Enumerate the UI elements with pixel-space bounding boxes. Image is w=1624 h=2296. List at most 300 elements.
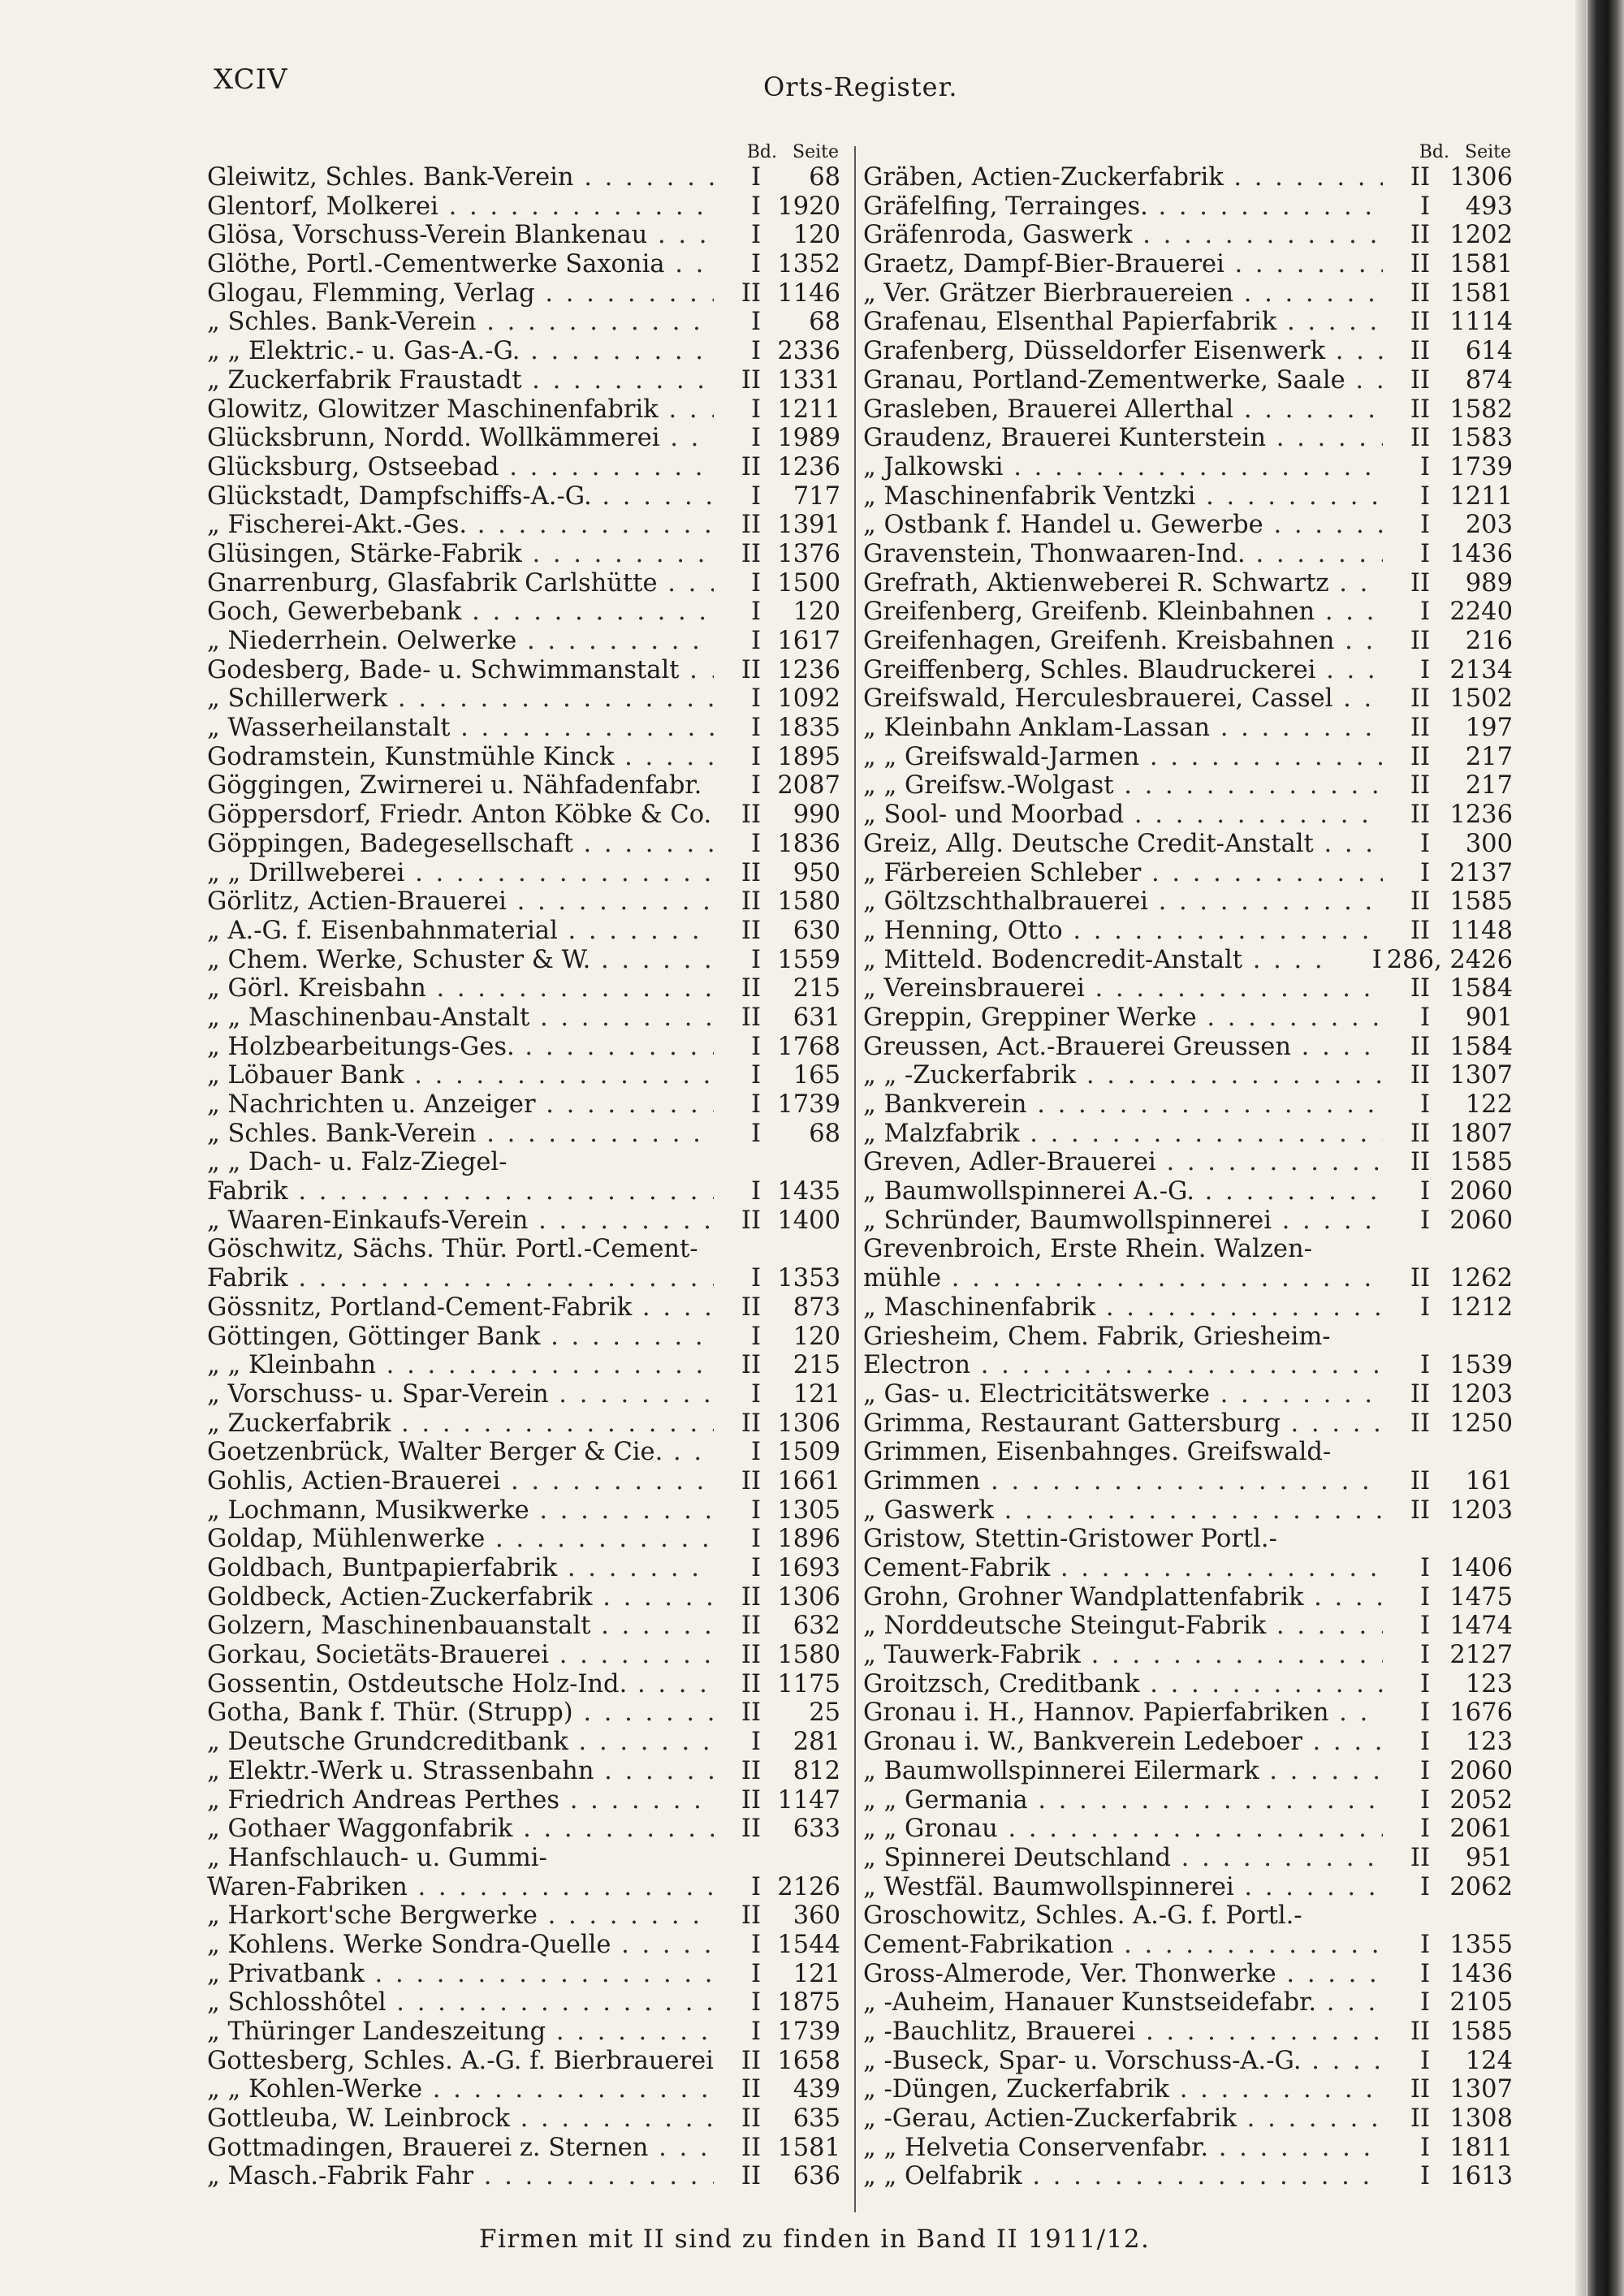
register-entry [863,714,1513,743]
entry-page: 1146 [766,279,840,309]
register-entry [207,1409,840,1439]
entry-band: I [1383,1786,1435,1815]
book-spine-edge [1587,0,1624,2296]
entry-band: I [1383,1931,1435,1960]
entry-band: II [714,366,766,395]
entry-band: II [714,1786,766,1815]
register-entry [863,1438,1513,1467]
right-column-header [863,142,1513,163]
entry-name: „ Kohlens. Werke Sondra-Quelle . . . [207,1931,714,1960]
register-entry [207,1988,840,2018]
entry-name: „ „ Gronau . . . [863,1815,1383,1844]
entry-page: 1875 [766,1988,840,2018]
register-entry [863,1901,1513,1931]
register-entry [207,1525,840,1554]
entry-name: „ Schles. Bank-Verein . . . [207,1120,714,1149]
entry-page: 1509 [766,1438,840,1467]
entry-band: II [714,1467,766,1496]
entry-name: „ Holzbearbeitungs-Ges. . . . [207,1033,714,1062]
register-entry [207,1438,840,1467]
entry-page: 636 [766,2162,840,2191]
entry-page: 1836 [766,830,840,859]
entry-band: II [1383,1496,1435,1526]
register-entry [207,2134,840,2163]
entry-band: II [714,1641,766,1670]
register-entry [863,395,1513,425]
entry-name: „ Vorschuss- u. Spar-Verein . . . [207,1380,714,1409]
entry-band: II [714,887,766,917]
entry-band: I [1383,1815,1435,1844]
band-header: Bd. [1419,142,1449,162]
entry-band: II [1383,1409,1435,1439]
entry-band: II [714,1757,766,1786]
entry-name: „ „ Oelfabrik . . . [863,2162,1383,2191]
register-entry [207,250,840,279]
entry-page: 124 [1435,2047,1513,2076]
entry-band: I [714,1554,766,1583]
entry-name: Grohn, Grohner Wandplattenfabrik . . . [863,1583,1383,1612]
entry-page: 68 [766,1120,840,1149]
entry-band: I [714,714,766,743]
entry-name: „ Görl. Kreisbahn . . . [207,974,714,1003]
entry-band: I [1383,1641,1435,1670]
entry-page: 630 [766,917,840,946]
entry-name: Gravenstein, Thonwaaren-Ind. . . . [863,540,1383,569]
entry-band: I [1383,511,1435,540]
entry-name: Gottleuba, W. Leinbrock . . . [207,2104,714,2134]
register-entry [863,684,1513,714]
column-divider [854,146,856,2212]
entry-name: „ Baumwollspinnerei A.-G. . . . [863,1177,1383,1206]
entry-page: 121 [766,1960,840,1989]
entry-page: 1835 [766,714,840,743]
entry-page: 1739 [766,1090,840,1120]
entry-name: Greiz, Allg. Deutsche Credit-Anstalt . . . [863,830,1383,859]
entry-name: „ Zuckerfabrik . . . [207,1409,714,1439]
entry-band: I [714,946,766,975]
entry-name: Glücksburg, Ostseebad . . . [207,453,714,482]
entry-band: I [1383,1583,1435,1612]
entry-band: II [1383,801,1435,830]
register-entry [207,1120,840,1149]
entry-page: 120 [766,598,840,627]
entry-name: „ Harkort'sche Bergwerke . . . [207,1901,714,1931]
entry-band: I [714,684,766,714]
entry-page: 1580 [766,887,840,917]
register-entry [863,1757,1513,1786]
entry-page: 2137 [1435,859,1513,888]
entry-page: 873 [766,1293,840,1323]
entry-name: Gräben, Actien-Zuckerfabrik . . . [863,163,1383,192]
entry-name: Greifenberg, Greifenb. Kleinbahnen . . . [863,598,1383,627]
register-entry [207,1844,840,1873]
entry-band: II [1383,395,1435,425]
entry-page: 1203 [1435,1496,1513,1526]
entry-name: „ Thüringer Landeszeitung . . . [207,2018,714,2047]
entry-name: Fabrik . . . [207,1177,714,1206]
page-folio: XCIV [214,63,288,96]
entry-band: I [1383,1757,1435,1786]
entry-page: 1391 [766,511,840,540]
entry-band: I [1383,1960,1435,1989]
entry-page: 1768 [766,1033,840,1062]
register-entry [207,714,840,743]
entry-name: Greppin, Greppiner Werke . . . [863,1003,1383,1033]
entry-name: „ Sool- und Moorbad . . . [863,801,1383,830]
entry-page: 989 [1435,569,1513,598]
register-entry [863,1988,1513,2018]
entry-band: I [714,1873,766,1902]
entry-name: „ -Düngen, Zuckerfabrik . . . [863,2075,1383,2104]
register-entry [207,2047,840,2076]
entry-page: 1811 [1435,2134,1513,2163]
entry-name: Gräfelfing, Terrainges. . . . [863,192,1383,222]
entry-name: Gronau i. W., Bankverein Ledeboer . . . [863,1728,1383,1757]
entry-band: I [1383,2047,1435,2076]
register-entry [207,1815,840,1844]
register-entry [863,1235,1513,1264]
entry-page: 217 [1435,771,1513,801]
entry-name: „ Maschinenfabrik Ventzki . . . [863,482,1383,511]
register-entry [863,1931,1513,1960]
register-entry [863,1323,1513,1352]
entry-page: 1581 [766,2134,840,2163]
register-entry [863,1496,1513,1526]
register-entry [863,1380,1513,1409]
entry-page: 1613 [1435,2162,1513,2191]
entry-band: I [1383,1698,1435,1728]
entry-page: 1236 [766,453,840,482]
entry-name: „ -Auheim, Hanauer Kunstseidefabr. . . . [863,1988,1383,2018]
entry-page: 165 [766,1061,840,1090]
register-entry [207,1235,840,1264]
entry-band: II [714,859,766,888]
register-entry [863,1728,1513,1757]
entry-band: I [1383,1988,1435,2018]
entry-band: I [1383,859,1435,888]
entry-band: I [714,830,766,859]
entry-band: I [1383,1177,1435,1206]
register-entry [863,1293,1513,1323]
entry-page: 1585 [1435,2018,1513,2047]
entry-band: I [714,1090,766,1120]
entry-band: I [1383,1351,1435,1380]
register-entry [863,2104,1513,2134]
register-entry [863,2162,1513,2191]
entry-name: Grimmen, Eisenbahnges. Greifswald- [863,1438,1332,1467]
entry-page: 1436 [1435,540,1513,569]
entry-band: I [714,1438,766,1467]
entry-band: II [714,279,766,309]
register-entry [863,1698,1513,1728]
entry-band: I [714,1323,766,1352]
entry-name: „ „ Elektric.- u. Gas-A.-G. . . . [207,337,714,366]
entry-band: I [1383,1554,1435,1583]
entry-name: Godramstein, Kunstmühle Kinck . . . [207,743,714,772]
entry-name: „ Elektr.-Werk u. Strassenbahn . . . [207,1757,714,1786]
entry-name: „ Färbereien Schleber . . . [863,859,1383,888]
entry-name: „ Zuckerfabrik Fraustadt . . . [207,366,714,395]
entry-name: „ Wasserheilanstalt . . . [207,714,714,743]
register-entry [863,946,1513,975]
entry-name: „ Mitteld. Bodencredit-Anstalt . . . [863,946,1335,975]
entry-band: I [1335,946,1387,975]
entry-band: I [1383,598,1435,627]
left-column-header [207,142,840,163]
entry-name: „ Fischerei-Akt.-Ges. . . . [207,511,714,540]
entry-page: 1539 [1435,1351,1513,1380]
running-title: Orts-Register. [763,71,958,102]
entry-name: Glüsingen, Stärke-Fabrik . . . [207,540,714,569]
entry-name: „ Schründer, Baumwollspinnerei . . . [863,1206,1383,1236]
entry-band: I [714,1525,766,1554]
entry-band: I [714,569,766,598]
entry-page: 1436 [1435,1960,1513,1989]
entry-page: 215 [766,1351,840,1380]
register-entry [863,2075,1513,2104]
entry-band: II [714,801,766,830]
entry-page: 1331 [766,366,840,395]
entry-page: 1353 [766,1264,840,1293]
entry-page: 68 [766,308,840,337]
entry-band: II [1383,743,1435,772]
register-entry [207,2162,840,2191]
entry-name: „ Tauwerk-Fabrik . . . [863,1641,1383,1670]
entry-band: I [1383,1728,1435,1757]
entry-page: 122 [1435,1090,1513,1120]
entry-band: II [1383,308,1435,337]
entry-band: II [714,917,766,946]
entry-name: „ Schillerwerk . . . [207,684,714,714]
entry-band: I [1383,192,1435,222]
register-entry [863,1554,1513,1583]
entry-name: Graudenz, Brauerei Kunterstein . . . [863,424,1383,453]
entry-band: II [1383,366,1435,395]
entry-band: II [1383,2104,1435,2134]
register-entry [863,656,1513,685]
entry-band: I [714,2018,766,2047]
page-gutter-shadow [1575,0,1587,2296]
entry-name: „ Kleinbahn Anklam-Lassan . . . [863,714,1383,743]
register-entry [207,1061,840,1090]
entry-band: I [1383,2162,1435,2191]
entry-name: „ Lochmann, Musikwerke . . . [207,1496,714,1526]
entry-name: „ „ Greifsw.-Wolgast . . . [863,771,1383,801]
entry-band: II [714,2104,766,2134]
entry-page: 2240 [1435,598,1513,627]
entry-band: II [714,453,766,482]
register-entry [207,801,840,830]
entry-name: Grefrath, Aktienweberei R. Schwartz . . . [863,569,1383,598]
register-entry [207,1554,840,1583]
entry-page: 281 [766,1728,840,1757]
register-entry [207,1177,840,1206]
register-entry [207,1264,840,1293]
entry-name: „ Niederrhein. Oelwerke . . . [207,627,714,656]
register-entry [863,917,1513,946]
entry-page: 1475 [1435,1583,1513,1612]
left-column [207,142,840,2191]
register-entry [863,1960,1513,1989]
entry-name: „ „ Greifswald-Jarmen . . . [863,743,1383,772]
entry-page: 1148 [1435,917,1513,946]
entry-name: „ Gaswerk . . . [863,1496,1383,1526]
register-entry [863,1815,1513,1844]
register-entry [863,1351,1513,1380]
entry-page: 120 [766,1323,840,1352]
entry-page: 120 [766,221,840,250]
entry-name: Fabrik . . . [207,1264,714,1293]
entry-page: 1693 [766,1554,840,1583]
entry-page: 1262 [1435,1264,1513,1293]
entry-name: „ Bankverein . . . [863,1090,1383,1120]
entry-band: I [714,1177,766,1206]
entry-band: I [714,1728,766,1757]
entry-name: Groitzsch, Creditbank . . . [863,1670,1383,1699]
entry-page: 2336 [766,337,840,366]
entry-band: I [1383,1206,1435,1236]
register-entry [863,830,1513,859]
entry-name: „ Schlosshôtel . . . [207,1988,714,2018]
entry-page: 1212 [1435,1293,1513,1323]
entry-page: 2062 [1435,1873,1513,1902]
register-entry [863,1177,1513,1206]
entry-name: Glowitz, Glowitzer Maschinenfabrik . . . [207,395,714,425]
entry-band: II [1383,2075,1435,2104]
register-entry [863,1670,1513,1699]
entry-page: 1175 [766,1670,840,1699]
register-entry [207,1351,840,1380]
entry-page: 632 [766,1612,840,1641]
entry-page: 1435 [766,1177,840,1206]
entry-band: II [714,974,766,1003]
entry-page: 1202 [1435,221,1513,250]
entry-band: I [714,1931,766,1960]
register-entry [863,1641,1513,1670]
entry-page: 197 [1435,714,1513,743]
entry-page: 1989 [766,424,840,453]
entry-band: II [1383,1380,1435,1409]
entry-band: II [1383,221,1435,250]
entry-band: I [714,627,766,656]
register-entry [207,598,840,627]
entry-band: II [714,1003,766,1033]
entry-page: 1250 [1435,1409,1513,1439]
entry-page: 2105 [1435,1988,1513,2018]
entry-band: I [714,598,766,627]
register-entry [863,1090,1513,1120]
entry-band: II [1383,1061,1435,1090]
entry-page: 360 [766,1901,840,1931]
entry-band: II [714,1815,766,1844]
entry-name: „ -Buseck, Spar- u. Vorschuss-A.-G. . . . [863,2047,1383,2076]
entry-name: Greifswald, Herculesbrauerei, Cassel . . . [863,684,1383,714]
register-entry [863,2134,1513,2163]
register-entry [207,2075,840,2104]
entry-band: I [1383,453,1435,482]
register-entry [863,1583,1513,1612]
entry-band: II [714,1670,766,1699]
register-entry [207,1698,840,1728]
entry-band: I [1383,482,1435,511]
entry-name: „ Maschinenfabrik . . . [863,1293,1383,1323]
entry-band: II [1383,163,1435,192]
entry-band: I [1383,2134,1435,2163]
register-entry [863,337,1513,366]
entry-band: II [1383,2018,1435,2047]
entry-page: 1581 [1435,250,1513,279]
entry-page: 2060 [1435,1757,1513,1786]
entry-page: 1305 [766,1496,840,1526]
entry-band: II [714,511,766,540]
entry-band: I [714,482,766,511]
right-column [863,142,1513,2191]
entry-page: 1920 [766,192,840,222]
register-entry [207,2104,840,2134]
register-entry [863,801,1513,830]
entry-name: Cement-Fabrik . . . [863,1554,1383,1583]
register-entry [863,2018,1513,2047]
register-entry [863,279,1513,309]
entry-page: 1500 [766,569,840,598]
register-entry [207,830,840,859]
entry-page: 2052 [1435,1786,1513,1815]
entry-page: 950 [766,859,840,888]
entry-band: I [714,308,766,337]
entry-page: 2126 [766,1873,840,1902]
entry-name: Gleiwitz, Schles. Bank-Verein . . . [207,163,714,192]
entry-band: I [1383,1090,1435,1120]
left-entry-list [207,163,840,2191]
entry-page: 901 [1435,1003,1513,1033]
entry-band: II [714,1612,766,1641]
entry-name: „ „ -Zuckerfabrik . . . [863,1061,1383,1090]
register-entry [207,946,840,975]
register-entry [207,917,840,946]
entry-band: I [714,337,766,366]
entry-page: 1306 [1435,163,1513,192]
register-entry [863,598,1513,627]
register-entry [863,1061,1513,1090]
entry-name: „ „ Maschinenbau-Anstalt . . . [207,1003,714,1033]
entry-band: II [714,656,766,685]
page-footer-note: Firmen mit II sind zu finden in Band II 1911/12. [479,2225,1151,2254]
entry-name: Gnarrenburg, Glasfabrik Carlshütte . . . [207,569,714,598]
entry-page: 1352 [766,250,840,279]
entry-name: „ Ostbank f. Handel u. Gewerbe . . . [863,511,1383,540]
entry-band: I [714,250,766,279]
entry-name: Godesberg, Bade- u. Schwimmanstalt . . . [207,656,714,685]
entry-band: I [1383,656,1435,685]
entry-band: II [1383,974,1435,1003]
register-entry [863,1873,1513,1902]
entry-name: „ Baumwollspinnerei Eilermark . . . [863,1757,1383,1786]
entry-page: 812 [766,1757,840,1786]
register-entry [863,453,1513,482]
entry-page: 1400 [766,1206,840,1236]
entry-name: „ Nachrichten u. Anzeiger . . . [207,1090,714,1120]
entry-name: „ A.-G. f. Eisenbahnmaterial . . . [207,917,714,946]
entry-page: 1236 [766,656,840,685]
entry-band: II [714,1293,766,1323]
entry-name: „ Spinnerei Deutschland . . . [863,1844,1383,1873]
register-entry [207,1612,840,1641]
entry-band: I [1383,1670,1435,1699]
entry-name: Grimmen . . . [863,1467,1383,1496]
seite-header: Seite [793,142,839,162]
entry-page: 1211 [766,395,840,425]
register-entry [207,1206,840,1236]
